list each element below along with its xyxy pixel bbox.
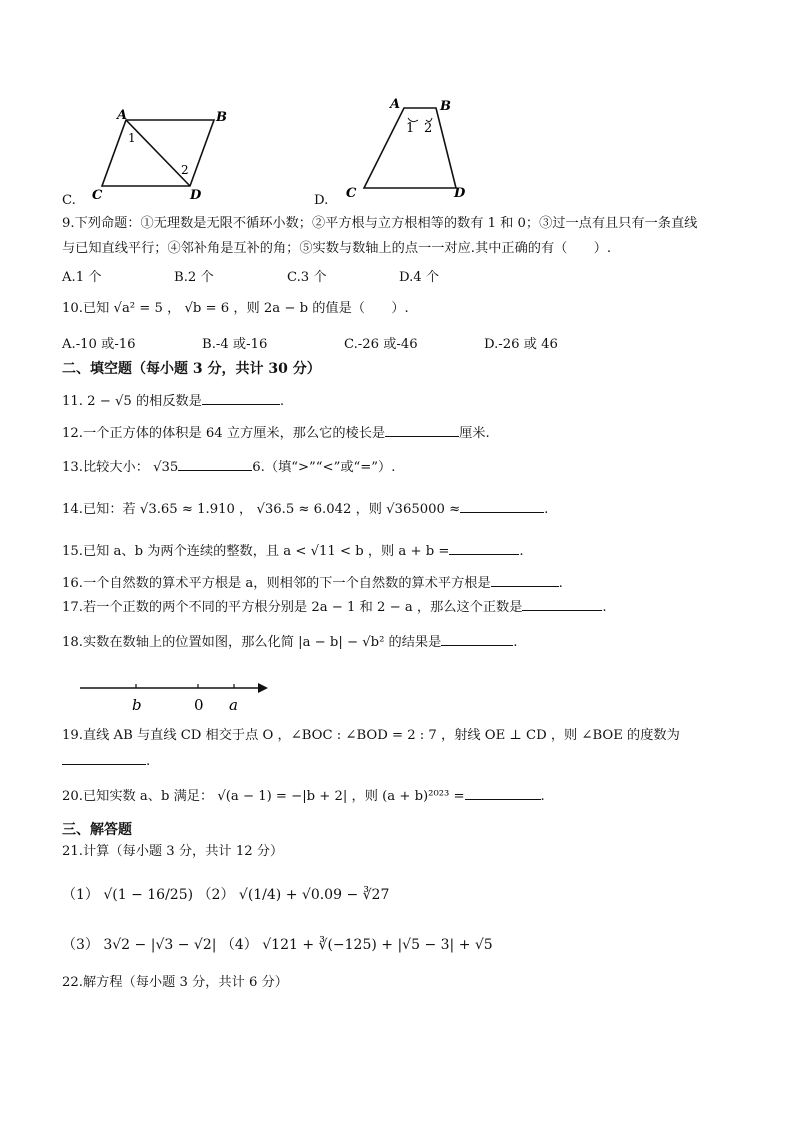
figure-c-parallelogram — [88, 104, 238, 204]
figure-d-trapezoid — [340, 94, 480, 204]
q10-option-c: C.-26 或-46 — [344, 337, 418, 352]
figure-d-label: D. — [314, 193, 329, 208]
question-21-row1: （1） √(1 − 16/25) （2） √(1/4) + √0.09 − ∛27 — [62, 887, 390, 903]
question-11 — [62, 392, 284, 411]
point-c: C — [92, 188, 103, 203]
answer-blank — [460, 500, 544, 513]
point-a: A — [390, 97, 401, 112]
answer-blank — [202, 392, 280, 405]
q12-end: 厘米. — [459, 426, 490, 441]
question-12 — [62, 424, 490, 443]
angle-1: 1 — [406, 121, 415, 136]
question-17 — [62, 598, 607, 617]
answer-blank — [491, 574, 559, 587]
question-18 — [62, 633, 518, 652]
q9-option-a: A.1 个 — [62, 270, 102, 285]
figure-c-label: C. — [62, 193, 76, 208]
question-16 — [62, 574, 563, 593]
question-20 — [62, 787, 545, 806]
question-13 — [62, 458, 395, 477]
number-line-a: a — [229, 696, 238, 714]
number-line — [76, 676, 276, 716]
point-b: B — [216, 110, 227, 125]
question-22-title: 22.解方程（每小题 3 分，共计 6 分） — [62, 975, 288, 990]
question-19-line1: 19.直线 AB 与直线 CD 相交于点 O ，∠BOC : ∠BOD = 2 : 7 ，射线 OE ⊥ CD ，则 ∠BOE 的度数为 — [62, 728, 680, 743]
q10-option-d: D.-26 或 46 — [484, 337, 558, 352]
question-9-line1: 9.下列命题：①无理数是无限不循环小数；②平方根与立方根相等的数有 1 和 0；③过一点有且只有一条直线 — [62, 216, 698, 231]
question-10: 10.已知 √a² = 5 ， √b = 6 ，则 2a − b 的值是（ ）. — [62, 301, 409, 316]
q15-text: 15.已知 a、b 为两个连续的整数，且 a < √11 < b ，则 a + b = — [62, 544, 450, 559]
q14-text: 14.已知：若 √3.65 ≈ 1.910 ， √36.5 ≈ 6.042 ，则 √365000 ≈ — [62, 502, 461, 517]
q18-text: 18.实数在数轴上的位置如图，那么化简 |a − b| − √b² 的结果是 — [62, 635, 442, 650]
answer-blank — [385, 424, 459, 437]
answer-blank — [441, 633, 513, 646]
q11-end: . — [279, 394, 285, 409]
answer-blank — [62, 752, 146, 765]
q17-text: 17.若一个正数的两个不同的平方根分别是 2a − 1 和 2 − a ，那么这个正数是 — [62, 600, 523, 615]
point-d: D — [190, 188, 202, 203]
answer-blank — [449, 542, 519, 555]
q18-end: . — [513, 635, 518, 650]
point-a: A — [117, 108, 128, 123]
q9-option-c: C.3 个 — [287, 270, 327, 285]
q19-end: . — [146, 754, 151, 769]
number-line-b: b — [132, 696, 142, 714]
question-19-line2 — [62, 752, 150, 771]
q20-end: . — [540, 789, 545, 804]
q10-option-a: A.-10 或-16 — [62, 337, 136, 352]
answer-blank — [178, 458, 252, 471]
q11-text: 11. 2 − √5 的相反数是 — [62, 394, 202, 409]
question-21-title: 21.计算（每小题 3 分，共计 12 分） — [62, 844, 284, 859]
section-2-heading: 二、填空题（每小题 3 分，共计 30 分） — [62, 361, 321, 377]
q16-text: 16.一个自然数的算术平方根是 a，则相邻的下一个自然数的算术平方根是 — [62, 576, 491, 591]
question-14 — [62, 500, 548, 519]
point-c: C — [346, 186, 357, 201]
angle-2: 2 — [424, 121, 433, 136]
q14-end: . — [544, 502, 549, 517]
angle-1: 1 — [128, 131, 136, 145]
angle-2: 2 — [181, 163, 189, 177]
question-9-line2: 与已知直线平行；④邻补角是互补的角；⑤实数与数轴上的点一一对应.其中正确的有（ ）. — [62, 241, 612, 256]
q13-text: 13.比较大小： √35 — [62, 460, 179, 475]
point-b: B — [440, 99, 451, 114]
answer-blank — [465, 787, 541, 800]
q17-end: . — [602, 600, 607, 615]
question-15 — [62, 542, 524, 561]
q20-text: 20.已知实数 a、b 满足： √(a − 1) = −|b + 2| ，则 (a + b)²⁰²³ = — [62, 789, 465, 804]
q13-end: 6.（填“>”“<”或“=”）. — [252, 460, 396, 475]
answer-blank — [522, 598, 602, 611]
section-3-heading: 三、解答题 — [62, 822, 132, 838]
number-line-zero: 0 — [194, 696, 204, 714]
q12-text: 12.一个正方体的体积是 64 立方厘米，那么它的棱长是 — [62, 426, 386, 441]
q9-option-b: B.2 个 — [174, 270, 214, 285]
question-21-row2: （3） 3√2 − |√3 − √2| （4） √121 + ∛(−125) + |√5 − 3| + √5 — [62, 937, 493, 953]
q10-option-b: B.-4 或-16 — [202, 337, 268, 352]
q16-end: . — [558, 576, 563, 591]
q9-option-d: D.4 个 — [399, 270, 440, 285]
point-d: D — [454, 186, 466, 201]
q15-end: . — [519, 544, 524, 559]
